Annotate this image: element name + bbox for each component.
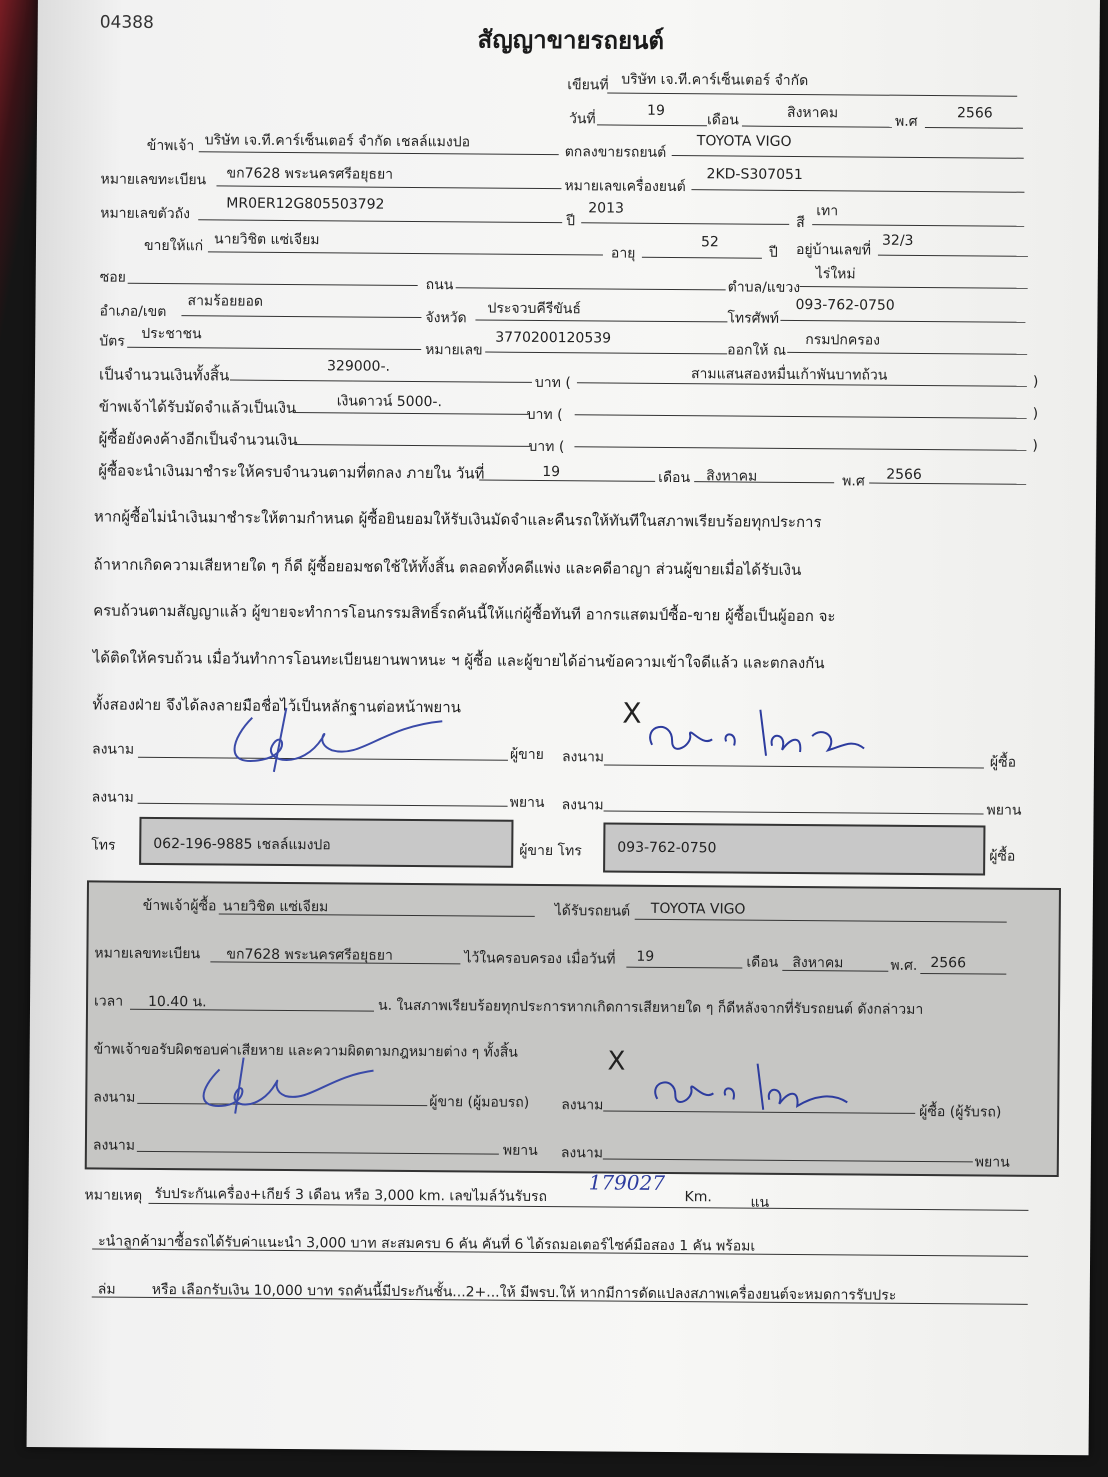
remain-line (294, 444, 530, 447)
idcard-type-line (127, 347, 421, 350)
receipt-plate-label: หมายเลขทะเบียน (94, 945, 201, 963)
seller-signature (212, 697, 453, 775)
age-unit: ปี (768, 244, 778, 261)
soi-label: ซอย (99, 269, 126, 286)
due-day: 19 (542, 463, 561, 481)
due-year: 2566 (886, 466, 922, 483)
road-label: ถนน (425, 277, 454, 294)
receipt-possess-label: ไว้ในครอบครอง เมื่อวันที่ (464, 950, 616, 968)
seller-phone-value: 062-196-9885 เชลล์แมงปอ (153, 835, 331, 854)
receipt-buyer-label: ข้าพเจ้าผู้ซื้อ (142, 897, 217, 915)
terms-line: หากผู้ซื้อไม่นำเงินมาชำระให้ตามกำหนด ผู้ซื้อยินยอมให้รับเงินมัดจำและคืนรถให้ทันทีในสภาพเรียบร้อยทุกประการ (93, 507, 822, 532)
province-label: จังหวัด (425, 310, 467, 327)
district-value: สามร้อยยอด (187, 293, 264, 310)
issuer-label: ออกให้ ณ (727, 342, 787, 359)
due-month: สิงหาคม (706, 468, 758, 485)
buyer-phone-label: ผู้ซื้อ (989, 848, 1016, 865)
house-line (878, 255, 1028, 257)
receipt-time: 10.40 น. (147, 993, 207, 1011)
age-value: 52 (700, 234, 719, 251)
agree-line (672, 155, 1024, 159)
seller-label: ข้าพเจ้า (146, 137, 195, 155)
written-at-line (607, 92, 1017, 96)
year-label: พ.ศ (894, 113, 918, 130)
plate-value: ขก7628 พระนครศรีอยุธยา (226, 165, 394, 183)
district-line (181, 315, 421, 318)
buyer-signature (642, 705, 872, 767)
date-label: วันที่ (568, 111, 596, 128)
due-label: ผู้ซื้อจะนำเงินมาชำระให้ครบจำนวนตามที่ตกลง ภายใน วันที่ (98, 461, 485, 483)
receipt-buyer: นายวิชิต แซ่เจียม (222, 898, 329, 916)
buyer-phone-value: 093-762-0750 (617, 839, 717, 857)
total-close: ) (1032, 373, 1039, 390)
deposit-value: เงินดาวน์ 5000-. (336, 393, 443, 411)
agree-value: TOYOTA VIGO (696, 133, 792, 150)
sign-label: ลงนาม (561, 749, 605, 766)
subdistrict-value: ไร่ใหม่ (815, 266, 856, 283)
province-value: ประจวบคีรีขันธ์ (487, 300, 582, 318)
idnumber-value: 3770200120539 (495, 329, 612, 347)
district-label: อำเภอ/เขต (99, 303, 167, 321)
sign-label: ลงนาม (92, 1137, 136, 1154)
date-month: สิงหาคม (786, 104, 839, 122)
remarks-end1: แน (750, 1194, 770, 1211)
plate-label: หมายเลขทะเบียน (100, 171, 207, 189)
seller-phone-label: ผู้ขาย โทร (519, 842, 582, 860)
witness2-role: พยาน (986, 802, 1022, 819)
due-year-line (869, 483, 1026, 485)
deposit-close: ) (1032, 405, 1039, 422)
written-at-value: บริษัท เจ.ที.คาร์เซ็นเตอร์ จำกัด (621, 71, 809, 90)
phone-value: 093-762-0750 (795, 296, 895, 314)
seller-line (199, 151, 559, 155)
house-value: 32/3 (881, 232, 914, 249)
model-year-label: ปี (566, 213, 576, 230)
receipt-liability: ข้าพเจ้าขอรับผิดชอบค่าเสียหาย และความผิดตามกฎหมายต่าง ๆ ทั้งสิ้น (93, 1041, 518, 1061)
terms-line: ถ้าหากเกิดความเสียหายใด ๆ ก็ดี ผู้ซื้อยอมชดใช้ให้ทั้งสิ้น ตลอดทั้งคดีแพ่ง และคดีอาญา ส่วนผู้ขายเมื่อได้รับเงิน (93, 555, 802, 580)
province-line (475, 319, 727, 322)
sign-label: ลงนาม (91, 789, 134, 806)
receipt-seller-role: ผู้ขาย (ผู้มอบรถ) (429, 1094, 530, 1111)
month-label: เดือน (706, 112, 739, 129)
receipt-received: TOYOTA VIGO (650, 900, 746, 918)
receipt-condition: น. ในสภาพเรียบร้อยทุกประการหากเกิดการเสียหายใด ๆ ก็ดีหลังจากที่รับรถยนต์ ดังกล่าวมา (377, 997, 924, 1018)
deposit-words-line (575, 414, 1027, 419)
witness2-sign-line (604, 810, 984, 814)
remain-words-line (574, 446, 1026, 451)
receipt-received-label: ได้รับรถยนต์ (554, 903, 631, 920)
idcard-type: ประชาชน (141, 325, 202, 343)
issuer-value: กรมปกครอง (805, 332, 881, 349)
due-month-label: เดือน (658, 469, 691, 487)
remarks-label: หมายเหตุ (84, 1187, 143, 1204)
chassis-value: MR0ER12G805503792 (226, 195, 385, 213)
remarks-km: Km. (684, 1189, 712, 1206)
engine-value: 2KD-S307051 (706, 166, 803, 184)
terms-line: ได้ติดให้ครบถ้วน เมื่อวันทำการโอนทะเบียนยานพาหนะ ฯ ผู้ซื้อ และผู้ขายได้อ่านข้อความเข้าใจดีแล้ว และตกลงกัน (92, 648, 825, 673)
buyer-value: นายวิชิต แซ่เจียม (213, 231, 320, 249)
agree-label: ตกลงขายรถยนต์ (564, 144, 667, 161)
witness1-sign-line (138, 803, 508, 807)
page-title: สัญญาขายรถยนต์ (477, 25, 665, 55)
receipt-month-label: เดือน (746, 954, 779, 971)
date-day: 19 (647, 102, 665, 119)
engine-label: หมายเลขเครื่องยนต์ (564, 178, 686, 196)
remarks-line3-start: ล่ม (97, 1281, 116, 1298)
engine-line (691, 189, 1024, 193)
total-line (230, 380, 532, 383)
remarks-mileage: 179027 (588, 1170, 666, 1195)
document-number: 04388 (99, 12, 154, 33)
idnumber-line (485, 352, 727, 355)
remarks-line2: ะนำลูกค้ามาซื้อรถได้รับค่าแนะนำ 3,000 บาท สะสมครบ 6 คัน คันที่ 6 ได้รถมอเตอร์ไซค์มือสอง 1 คัน พร้อมเ (98, 1233, 756, 1255)
deposit-line (293, 412, 529, 415)
phone-line (780, 320, 1025, 323)
receipt-plate: ขก7628 พระนครศรีอยุธยา (226, 946, 393, 964)
remarks-line1: รับประกันเครื่อง+เกียร์ 3 เดือน หรือ 3,000 km. เลขไมล์วันรับรถ (154, 1185, 548, 1206)
sign-label: ลงนาม (91, 741, 135, 758)
model-year-value: 2013 (588, 200, 625, 217)
house-label: อยู่บ้านเลขที่ (795, 241, 872, 259)
witness1-role: พยาน (509, 794, 545, 812)
date-year: 2566 (956, 105, 993, 122)
due-day-line (479, 479, 655, 481)
seller-sign-role: ผู้ขาย (509, 746, 544, 763)
terms-line: ครบถ้วนตามสัญญาแล้ว ผู้ขายจะทำการโอนกรรมสิทธิ์รถคันนี้ให้แก่ผู้ซื้อทันที อากรแสตมป์ซื้อ-ขาย ผู้ซื้อเป็นผู้ออก จะ (93, 601, 836, 626)
seller-value: บริษัท เจ.ที.คาร์เซ็นเตอร์ จำกัด เชลล์แมงปอ (204, 132, 471, 151)
buyer-line (208, 251, 603, 255)
receipt-seller-signature (179, 1049, 380, 1117)
due-year-label: พ.ศ (842, 473, 865, 490)
chassis-line (198, 219, 562, 223)
color-label: สี (796, 214, 805, 232)
model-year-line (581, 222, 789, 225)
sign-label: ลงนาม (561, 797, 604, 814)
color-value: เทา (816, 203, 839, 220)
plate-line (216, 185, 561, 189)
x-mark: X (622, 696, 642, 730)
color-line (812, 224, 1024, 227)
buyer-label: ขายให้แก่ (143, 237, 204, 255)
remarks-line3: หรือ เลือกรับเงิน 10,000 บาท รถคันนี้มีประกันชั้น...2+...ให้ มีพรบ.ให้ หากมีการดัดแปลงสภาพเครื่องยนต์จะหมดการรับประ (151, 1281, 897, 1304)
remain-label: ผู้ซื้อยังคงค้างอีกเป็นจำนวนเงิน (98, 429, 298, 450)
total-value: 329000-. (326, 358, 391, 375)
deposit-baht: บาท ( (526, 406, 563, 424)
receipt-buyer-signature (647, 1061, 857, 1119)
receipt-month: สิงหาคม (792, 954, 844, 972)
terms-line: ทั้งสองฝ่าย จึงได้ลงลายมือชื่อไว้เป็นหลักฐานต่อหน้าพยาน (92, 695, 461, 717)
road-line (456, 287, 726, 290)
total-words: สามแสนสองหมื่นเก้าพันบาทถ้วน (690, 366, 888, 384)
deposit-label: ข้าพเจ้าได้รับมัดจำแล้วเป็นเงิน (98, 397, 297, 418)
total-baht: บาท ( (534, 374, 571, 392)
age-line (642, 257, 762, 259)
soi-line (128, 283, 418, 286)
date-year-line (925, 127, 1023, 129)
remain-close: ) (1032, 437, 1038, 454)
subdistrict-label: ตำบล/แขวง (727, 279, 801, 296)
receipt-witness1-role: พยาน (502, 1142, 538, 1159)
sign-label: ลงนาม (93, 1089, 136, 1106)
idcard-label: บัตร (99, 333, 125, 350)
receipt-day: 19 (636, 948, 655, 965)
chassis-label: หมายเลขตัวถัง (100, 205, 191, 223)
issuer-line (787, 352, 1027, 355)
buyer-sign-role: ผู้ซื้อ (989, 754, 1017, 771)
phone-row-label: โทร (91, 837, 116, 854)
written-at-label: เขียนที่ (567, 77, 609, 94)
subdistrict-line (800, 286, 1028, 289)
receipt-witness2-role: พยาน (974, 1154, 1010, 1171)
phone-label: โทรศัพท์ (727, 310, 780, 327)
x-mark: X (607, 1046, 626, 1077)
age-label: อายุ (610, 245, 636, 262)
remarks-line1-underline (148, 1203, 1028, 1211)
remain-baht: บาท ( (528, 438, 565, 456)
date-day-line (597, 124, 707, 126)
idnumber-label: หมายเลข (425, 342, 483, 359)
contract-paper (27, 0, 1100, 1455)
receipt-section (85, 880, 1061, 1177)
sign-label: ลงนาม (560, 1145, 604, 1162)
receipt-buyer-role: ผู้ซื้อ (ผู้รับรถ) (919, 1103, 1002, 1121)
total-label: เป็นจำนวนเงินทั้งสิ้น (98, 365, 230, 385)
receipt-year-label: พ.ศ. (890, 957, 918, 974)
receipt-time-label: เวลา (93, 993, 124, 1010)
receipt-year: 2566 (930, 955, 967, 972)
sign-label: ลงนาม (561, 1097, 604, 1114)
date-month-line (742, 126, 892, 128)
